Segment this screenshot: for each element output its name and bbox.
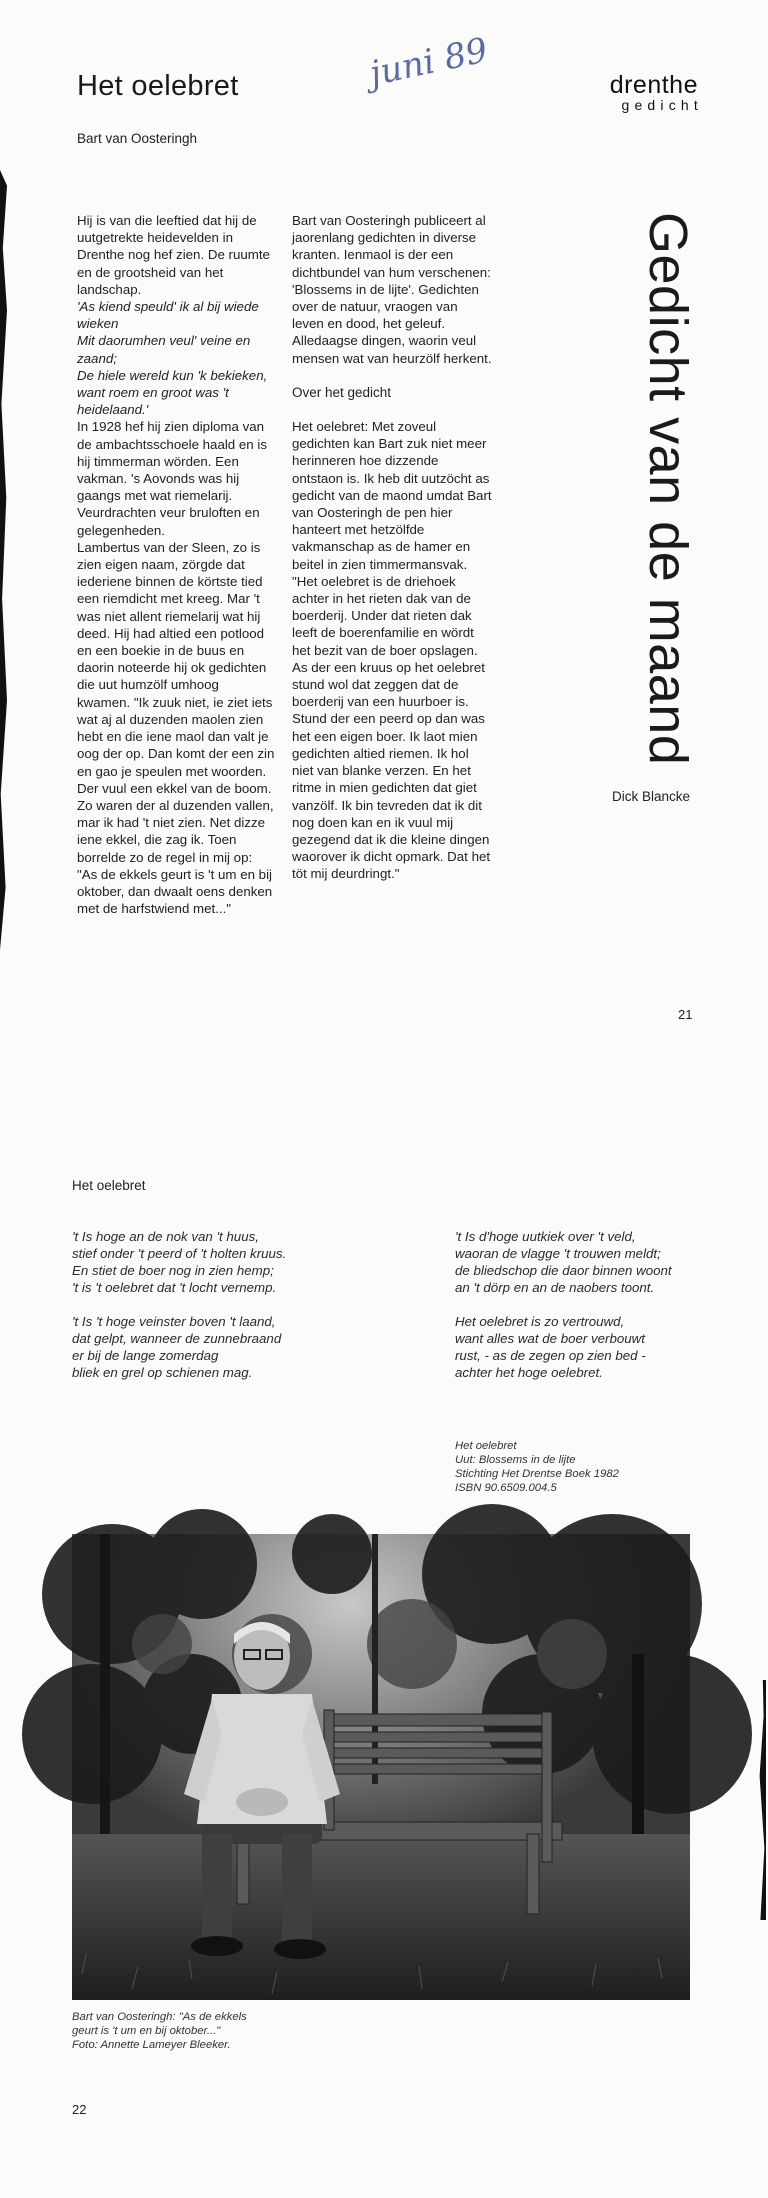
poem-line: Het oelebret is zo vertrouwd, bbox=[455, 1314, 625, 1329]
quoted-verse-line: 'As kiend speuld' ik al bij wiede wieken bbox=[77, 299, 259, 332]
vertical-section-heading bbox=[618, 212, 718, 772]
logo-line-gedicht: gedicht bbox=[621, 97, 703, 113]
caption-line: Bart van Oosteringh: "As de ekkels bbox=[72, 2011, 247, 2023]
poem-line: waoran de vlagge 't trouwen meldt; bbox=[455, 1246, 661, 1261]
scan-edge-shadow bbox=[0, 170, 7, 950]
article-column-1 bbox=[77, 212, 275, 934]
poem-source-credit bbox=[455, 1439, 619, 1495]
source-line: Het oelebret bbox=[455, 1440, 517, 1452]
publication-logo bbox=[596, 71, 703, 113]
article-column-2 bbox=[292, 212, 492, 900]
poem-stanza bbox=[455, 1228, 725, 1296]
columnist-name: Dick Blancke bbox=[612, 789, 691, 804]
poem-stanza bbox=[455, 1313, 725, 1381]
poem-title: Het oelebret bbox=[72, 1178, 146, 1193]
article-author: Bart van Oosteringh bbox=[77, 131, 198, 146]
article-title: Het oelebret bbox=[77, 70, 239, 102]
handwritten-date-note bbox=[366, 28, 492, 100]
caption-line: geurt is 't um en bij oktober..." bbox=[72, 2025, 221, 2037]
portrait-photo bbox=[72, 1534, 690, 2000]
poem-line: dat gelpt, wanneer de zunnebraand bbox=[72, 1331, 282, 1346]
poem-line: 't Is hoge an de nok van 't huus, bbox=[72, 1229, 259, 1244]
poem-line: bliek en grel op schienen mag. bbox=[72, 1365, 253, 1380]
intro-text: Hij is van die leeftied dat hij de uutgetrekte heidevelden in Drenthe nog hef zien. De ruumte en de grootsheid van het landschap. bbox=[77, 213, 270, 297]
svg-text:juni 89: juni 89 bbox=[366, 30, 492, 95]
subheading: Over het gedicht bbox=[292, 384, 392, 400]
page-number: 21 bbox=[678, 1007, 693, 1022]
poem-line: de bliedschop die daor binnen woont bbox=[455, 1263, 672, 1278]
article-paragraph: In 1928 hef hij zien diploma van de ambachtsschoele haald en is hij timmerman wörden. Een vakman. 's Aovonds was hij gaangs met wat riemelarij. Veurdrachten veur bruloften en gelegenheden. bbox=[77, 419, 267, 538]
poem-column-left bbox=[72, 1228, 362, 1398]
quoted-verse-line: want roem en groot was 't heidelaand.' bbox=[77, 385, 229, 418]
poem-line: stief onder 't peerd of 't holten kruus. bbox=[72, 1246, 287, 1261]
poem-line: 't Is 't hoge veinster boven 't laand, bbox=[72, 1314, 276, 1329]
poem-line: rust, - as de zegen op zien bed - bbox=[455, 1348, 646, 1363]
page-number: 22 bbox=[72, 2102, 87, 2117]
quoted-verse-line: Mit daorumhen veul' veine en zaand; bbox=[77, 333, 251, 366]
article-paragraph: Bart van Oosteringh publiceert al jaorenlang gedichten in diverse kranten. Ienmaol is der een dichtbundel van hum verschenen: 'Blossems in de lijte'. Gedichten over de natuur, vraogen van leven en dood, het geleuf. Alledaagse dingen, waorin veul mensen wat van heurzölf herkent. bbox=[292, 213, 492, 366]
source-line: ISBN 90.6509.004.5 bbox=[455, 1482, 557, 1494]
logo-line-drenthe: drenthe bbox=[609, 71, 698, 99]
article-paragraph: Het oelebret: Met zoveul gedichten kan Bart zuk niet meer herinneren hoe dizzende ontstaon is. Ik heb dit uutzöcht as gedicht van de maond umdat Bart van Oosteringh de pen hier hanteert met hetzölfde vakmanschap as de hamer en beitel in zien timmermansvak. bbox=[292, 419, 492, 572]
poem-line: En stiet de boer nog in zien hemp; bbox=[72, 1263, 274, 1278]
poem-column-right bbox=[455, 1228, 725, 1398]
scan-edge-shadow bbox=[758, 1680, 766, 1920]
article-paragraph: Lambertus van der Sleen, zo is zien eigen naam, zörgde dat iederiene binnen de körtste tied een riemdicht met kreeg. Mar 't was niet allent riemelarij wat hij deed. Hij had altied een potlood en een boekie in de buus en daorin noteerde hij ok gedichten die uut humzölf umhoog kwamen. "Ik zuuk niet, ie ziet iets wat aj al duzenden maolen zien hebt en die iene maol dan valt je oog der op. Dan komt der een zin en gao je speulen met woorden. Der vuul een ekkel van de boom. Zo waren der al duzenden vallen, mar ik had 't niet zien. Net dizze iene ekkel, die zag ik. Toen borrelde zo de regel in mij op: "As de ekkels geurt is 't um en bij oktober, dan dwaalt oens denken met de harfstwiend met..." bbox=[77, 539, 275, 917]
poem-line: achter het hoge oelebret. bbox=[455, 1365, 603, 1380]
quoted-verse-line: De hiele wereld kun 'k bekieken, bbox=[77, 367, 268, 383]
poem-line: 't Is d'hoge uutkiek over 't veld, bbox=[455, 1229, 636, 1244]
photo-credit: Foto: Annette Lameyer Bleeker. bbox=[72, 2039, 231, 2051]
article-paragraph: "Het oelebret is de driehoek achter in het rieten dak van de boerderij. Under dat rieten dak leeft de boerenfamilie en wördt het bezit van de boer opslagen. As der een kruus op het oelebret stund wol dat zeggen dat de boerderij van een huurboer is. Stund der een peerd op dan was het een eigen boer. Ik laot mien gedichten altied riemen. Ik hol niet van blanke verzen. En het ritme in mien gedichten dat giet vanzölf. Ik bin tevreden dat ik dit nog doen kan en ik vuul mij gezegend dat ik die kleine dingen waorover ik dicht opmark. Dat het töt mij deurdringt." bbox=[292, 573, 491, 882]
source-line: Stichting Het Drentse Boek 1982 bbox=[455, 1468, 619, 1480]
source-line: Uut: Blossems in de lijte bbox=[455, 1454, 576, 1466]
photo-caption bbox=[72, 2010, 247, 2052]
intro-paragraph bbox=[77, 212, 275, 418]
poem-line: want alles wat de boer verbouwt bbox=[455, 1331, 645, 1346]
poem-stanza bbox=[72, 1228, 362, 1296]
photo-illustration bbox=[72, 1534, 690, 2000]
section-heading-text: Gedicht van de maand bbox=[638, 212, 698, 766]
poem-line: er bij de lange zomerdag bbox=[72, 1348, 219, 1363]
poem-line: an 't dörp en an de naobers toont. bbox=[455, 1280, 655, 1295]
poem-line: 't is 't oelebret dat 't locht vernemp. bbox=[72, 1280, 277, 1295]
poem-stanza bbox=[72, 1313, 362, 1381]
